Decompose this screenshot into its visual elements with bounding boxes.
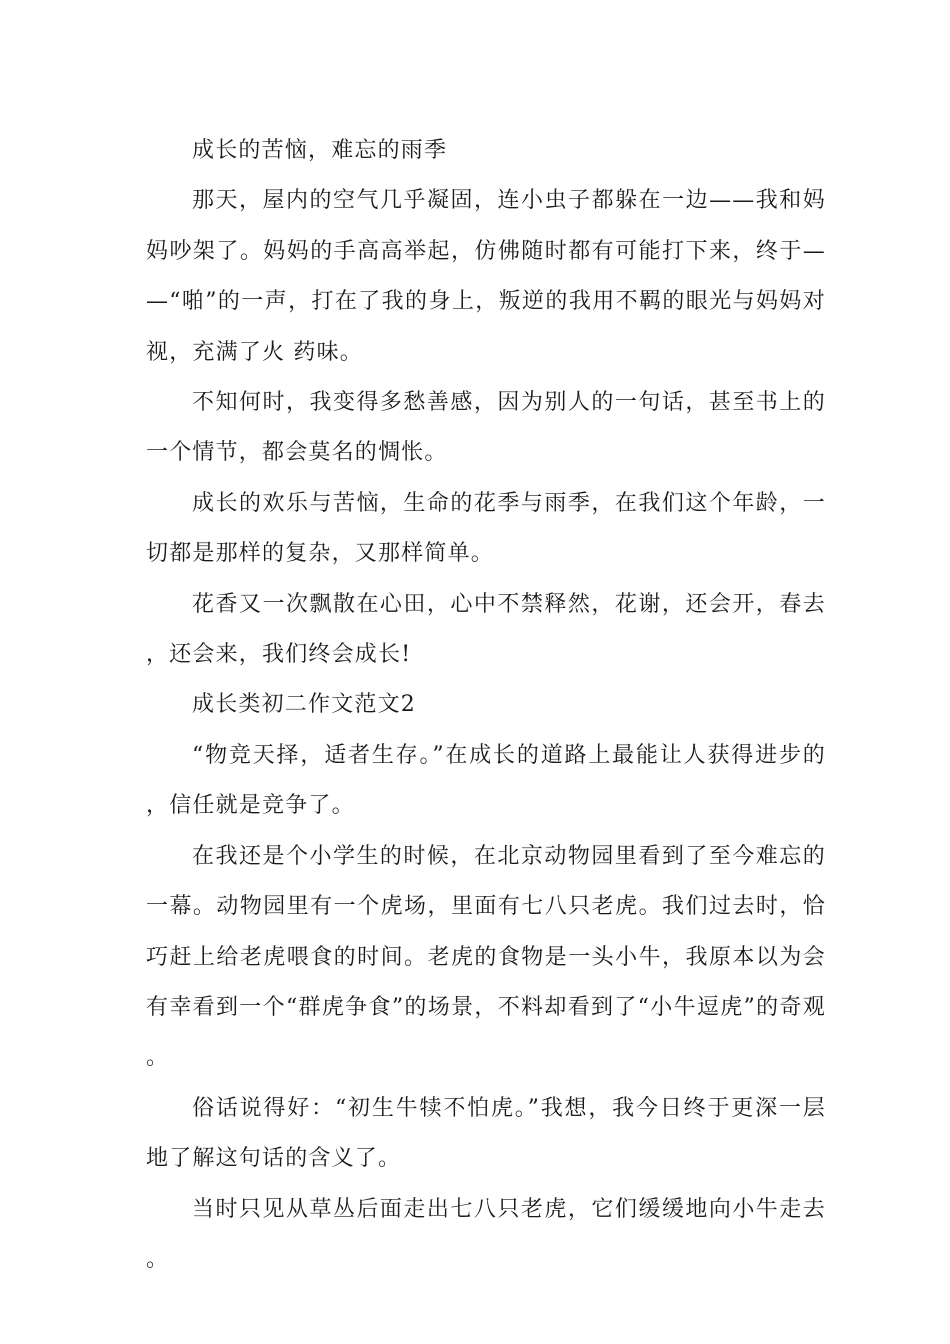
paragraph: “物竞天择，适者生存。”在成长的道路上最能让人获得进步的，信任就是竞争了。	[146, 742, 826, 819]
paragraph: 成长的欢乐与苦恼，生命的花季与雨季，在我们这个年龄，一切都是那样的复杂，又那样简单。	[146, 490, 826, 567]
paragraph: 俗话说得好：“初生牛犊不怕虎。”我想，我今日终于更深一层地了解这句话的含义了。	[146, 1095, 826, 1172]
paragraph: 那天，屋内的空气几乎凝固，连小虫子都躲在一边——我和妈妈吵架了。妈妈的手高高举起，仿佛随时都有可能打下来，终于——“啪”的一声，打在了我的身上，叛逆的我用不羁的眼光与妈妈对视，充满了火 药味。	[146, 188, 826, 365]
paragraph: 不知何时，我变得多愁善感，因为别人的一句话，甚至书上的一个情节，都会莫名的惆怅。	[146, 390, 826, 466]
paragraph: 花香又一次飘散在心田，心中不禁释然，花谢，还会开，春去，还会来，我们终会成长!	[146, 591, 826, 668]
document-body	[146, 126, 826, 1285]
essay-heading: 成长类初二作文范文2	[192, 692, 416, 718]
section-title: 成长的苦恼，难忘的雨季	[192, 138, 448, 163]
paragraph: 当时只见从草丛后面走出七八只老虎，它们缓缓地向小牛走去。	[146, 1196, 826, 1272]
paragraph: 在我还是个小学生的时候，在北京动物园里看到了至今难忘的一幕。动物园里有一个虎场，里面有七八只老虎。我们过去时，恰巧赶上给老虎喂食的时间。老虎的食物是一头小牛，我原本以为会有幸看到一个“群虎争食”的场景，不料却看到了“小牛逗虎”的奇观。	[146, 843, 826, 1071]
